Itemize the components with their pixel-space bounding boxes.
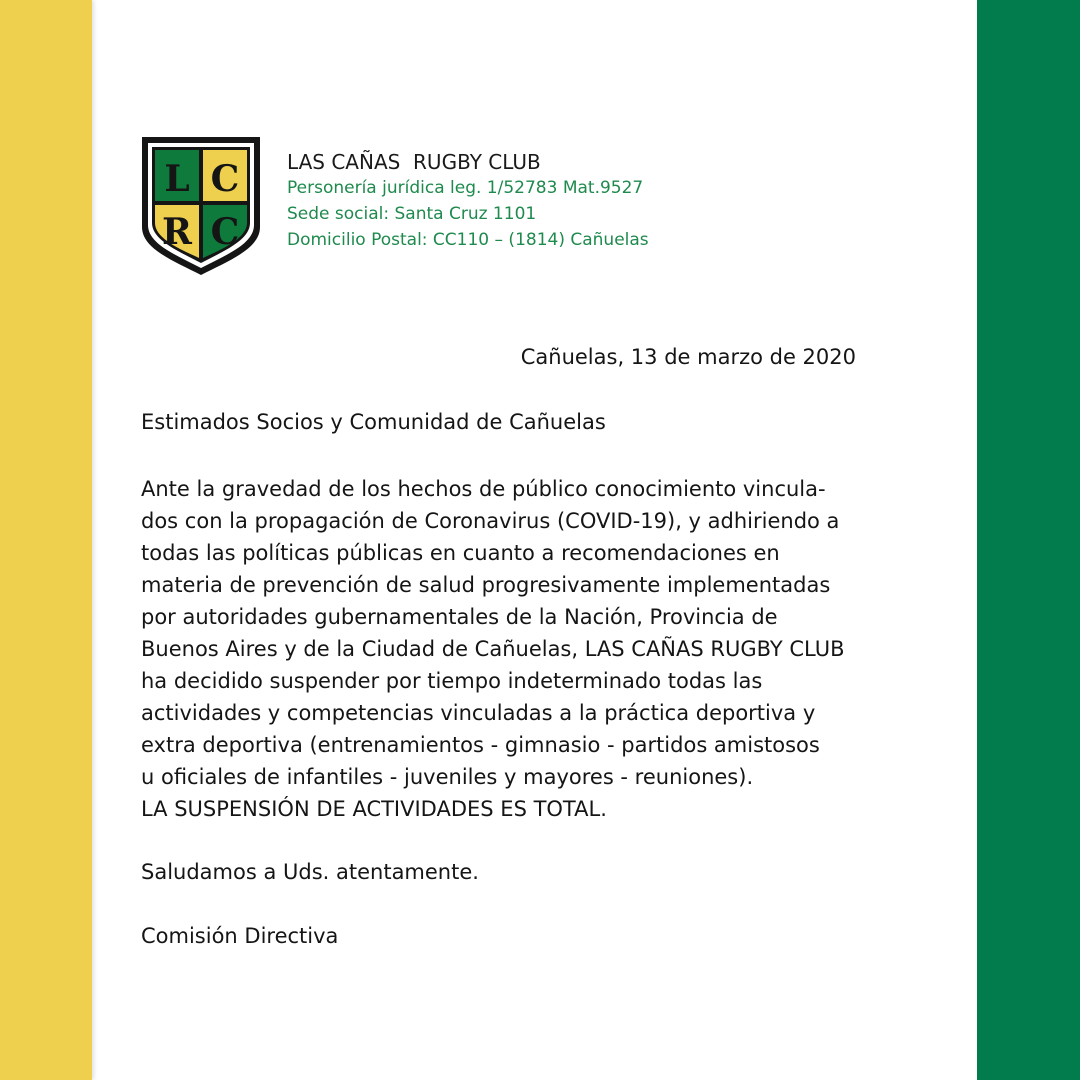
greeting: Estimados Socios y Comunidad de Cañuelas xyxy=(141,410,606,434)
paragraph-line: ha decidido suspender por tiempo indeterminado todas las xyxy=(141,669,763,693)
signature: Comisión Directiva xyxy=(141,924,339,948)
paragraph-line: extra deportiva (entrenamientos - gimnasio - partidos amistosos xyxy=(141,733,820,757)
club-crest-logo xyxy=(140,135,262,277)
closing: Saludamos a Uds. atentamente. xyxy=(141,860,479,884)
legal-registration: Personería jurídica leg. 1/52783 Mat.9527 xyxy=(287,178,644,198)
paragraph-line: u oficiales de infantiles - juveniles y mayores - reuniones). xyxy=(141,765,754,789)
letter-date: Cañuelas, 13 de marzo de 2020 xyxy=(520,345,856,369)
sede-social: Sede social: Santa Cruz 1101 xyxy=(287,204,537,224)
paragraph-line: dos con la propagación de Coronavirus (COVID-19), y adhiriendo a xyxy=(141,509,840,533)
right-green-stripe xyxy=(977,0,1080,1080)
suspension-notice: LA SUSPENSIÓN DE ACTIVIDADES ES TOTAL. xyxy=(141,797,607,821)
crest-letter-c1: C xyxy=(210,158,240,200)
paragraph-line: todas las políticas públicas en cuanto a recomendaciones en xyxy=(141,541,780,565)
postal-address: Domicilio Postal: CC110 – (1814) Cañuelas xyxy=(287,230,649,250)
letterhead xyxy=(287,149,887,253)
left-yellow-stripe xyxy=(0,0,92,1080)
crest-letter-c2: C xyxy=(210,211,240,253)
paragraph-line: Buenos Aires y de la Ciudad de Cañuelas, LAS CAÑAS RUGBY CLUB xyxy=(141,637,845,661)
club-name: LAS CAÑAS RUGBY CLUB xyxy=(287,150,541,174)
letter-paragraph xyxy=(141,473,881,825)
paragraph-line: Ante la gravedad de los hechos de público conocimiento vincula- xyxy=(141,477,826,501)
paragraph-line: por autoridades gubernamentales de la Nación, Provincia de xyxy=(141,605,778,629)
paragraph-line: materia de prevención de salud progresivamente implementadas xyxy=(141,573,831,597)
paragraph-line: actividades y competencias vinculadas a la práctica deportiva y xyxy=(141,701,816,725)
crest-letter-l: L xyxy=(164,158,190,200)
crest-letter-r: R xyxy=(162,211,192,253)
